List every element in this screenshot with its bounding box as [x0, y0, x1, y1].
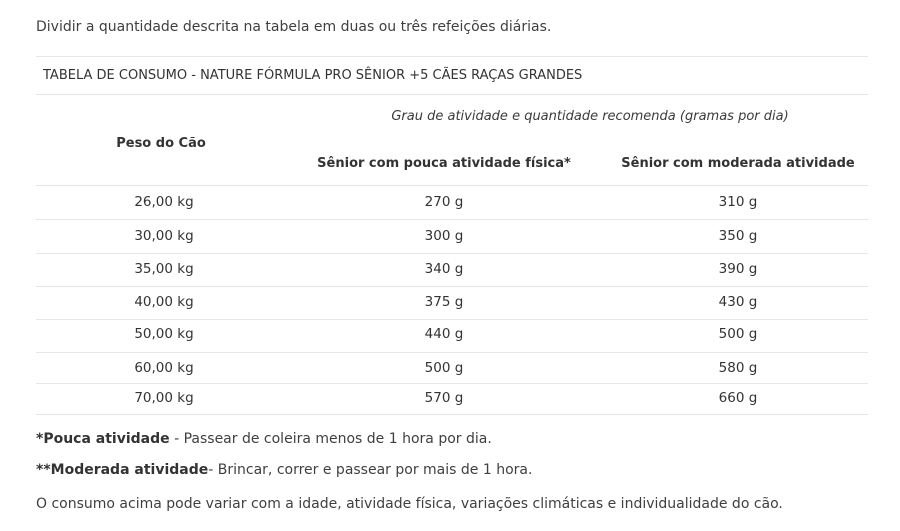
row-1-low: 270 g [424, 194, 464, 210]
row-divider [36, 253, 868, 254]
header-low-activity: Sênior com pouca atividade física* [317, 156, 571, 171]
row-divider [36, 383, 868, 384]
note-moderate-activity [36, 462, 532, 478]
table-top-border [36, 56, 868, 57]
header-moderate-activity: Sênior com moderada atividade [621, 156, 855, 171]
row-4-moderate: 430 g [718, 294, 758, 310]
row-divider [36, 319, 868, 320]
row-6-moderate: 580 g [718, 360, 758, 376]
row-5-low: 440 g [424, 326, 464, 342]
row-3-moderate: 390 g [718, 261, 758, 277]
table-bottom-border [36, 414, 868, 415]
row-divider [36, 219, 868, 220]
row-1-weight: 26,00 kg [134, 194, 194, 210]
row-7-low: 570 g [424, 390, 464, 406]
row-7-weight: 70,00 kg [134, 390, 194, 406]
row-6-weight: 60,00 kg [134, 360, 194, 376]
header-divider [36, 185, 868, 186]
row-2-weight: 30,00 kg [134, 228, 194, 244]
note-moderate-activity-text: - Brincar, correr e passear por mais de 1 hora. [208, 462, 533, 478]
note-low-activity [36, 431, 492, 447]
row-divider [36, 286, 868, 287]
note-low-activity-text: - Passear de coleira menos de 1 hora por dia. [169, 431, 492, 447]
note-moderate-activity-label: **Moderada atividade [36, 462, 209, 478]
row-2-low: 300 g [424, 228, 464, 244]
row-2-moderate: 350 g [718, 228, 758, 244]
header-weight: Peso do Cão [116, 136, 206, 151]
row-4-weight: 40,00 kg [134, 294, 194, 310]
row-3-low: 340 g [424, 261, 464, 277]
row-5-weight: 50,00 kg [134, 326, 194, 342]
table-title: TABELA DE CONSUMO - NATURE FÓRMULA PRO SÊNIOR +5 CÃES RAÇAS GRANDES [43, 68, 583, 83]
title-divider [36, 94, 868, 95]
activity-group-header: Grau de atividade e quantidade recomenda (gramas por dia) [391, 109, 789, 124]
row-3-weight: 35,00 kg [134, 261, 194, 277]
row-1-moderate: 310 g [718, 194, 758, 210]
intro-text: Dividir a quantidade descrita na tabela em duas ou três refeições diárias. [36, 19, 552, 35]
note-low-activity-label: *Pouca atividade [36, 431, 170, 447]
row-divider [36, 352, 868, 353]
row-6-low: 500 g [424, 360, 464, 376]
row-4-low: 375 g [424, 294, 464, 310]
disclaimer-text: O consumo acima pode variar com a idade, atividade física, variações climáticas e individualidade do cão. [36, 496, 783, 512]
row-5-moderate: 500 g [718, 326, 758, 342]
row-7-moderate: 660 g [718, 390, 758, 406]
